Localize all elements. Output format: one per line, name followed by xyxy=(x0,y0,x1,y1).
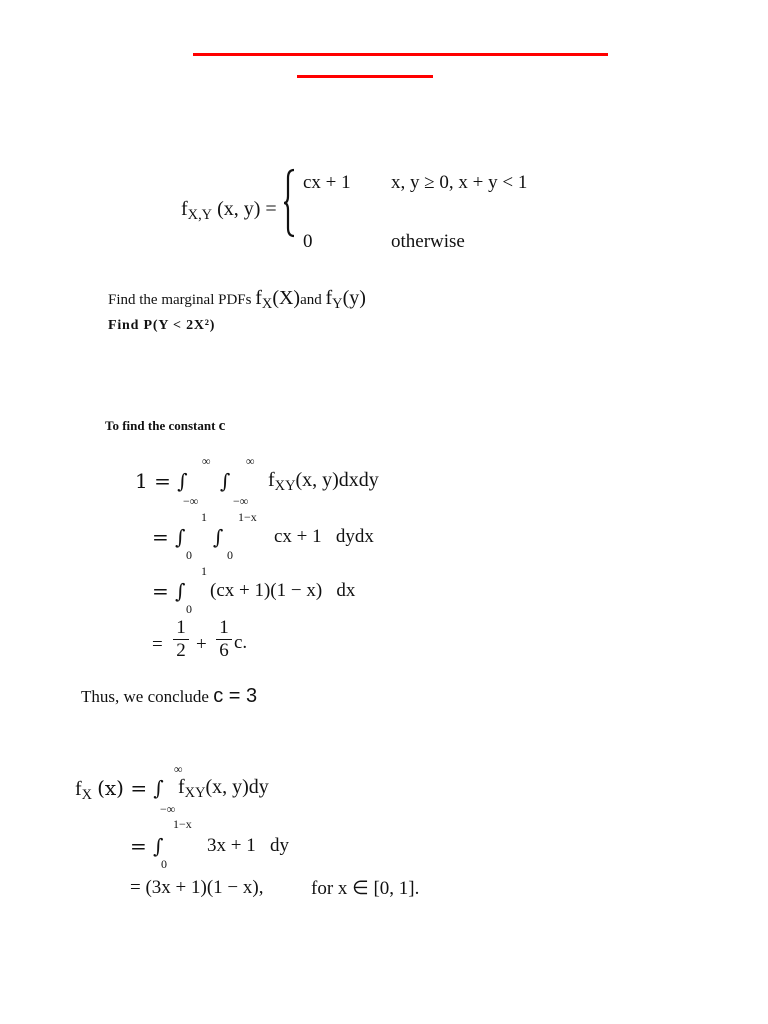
m-line2-tail: 3x + 1 dy xyxy=(207,835,289,856)
c-line1-sub: XY xyxy=(274,478,296,495)
header-redline-bottom xyxy=(297,75,433,78)
question-fx-arg: (X) xyxy=(272,287,301,309)
piecewise-case2-expr: 0 xyxy=(303,231,313,252)
question-fx-sub: X xyxy=(261,296,273,313)
piecewise-case1-expr: cx + 1 xyxy=(303,172,351,193)
conclusion-value: c = 3 xyxy=(213,685,258,707)
m-line1-arg: (x) = ∫ xyxy=(97,776,164,800)
m-line1-integrand-tail: (x, y)dy xyxy=(205,776,269,798)
header-redline-top xyxy=(193,53,608,56)
constant-heading-text: To find the constant xyxy=(105,418,216,433)
question-fy: f xyxy=(325,287,333,309)
c-line3-lower: 0 xyxy=(186,602,192,616)
m-line1-lower: −∞ xyxy=(160,802,176,816)
piecewise-lhs-sub: X,Y xyxy=(187,207,213,224)
c-line2-lhs: = ∫ xyxy=(152,525,186,549)
question-fy-sub: Y xyxy=(332,296,343,313)
c-line2-lower-outer: 0 xyxy=(186,548,192,562)
piecewise-lhs-args: (x, y) = xyxy=(217,198,277,220)
m-line3-cond: for x ∈ [0, 1]. xyxy=(311,878,420,899)
c-line4-frac2 xyxy=(216,618,232,661)
question-marginal xyxy=(108,287,366,313)
question-fx: f xyxy=(255,287,262,309)
c-line4-tail: c. xyxy=(234,632,248,653)
m-line1-integrand-f: f xyxy=(178,776,185,798)
piecewise-brace xyxy=(282,168,298,238)
c-line4-eq: = xyxy=(152,634,163,655)
constant-heading xyxy=(105,418,225,435)
conclusion-text: Thus, we conclude xyxy=(81,687,209,706)
c-line4-den2: 6 xyxy=(219,640,229,661)
m-line1-upper: ∞ xyxy=(174,762,183,776)
c-line4-frac1 xyxy=(173,618,189,661)
m-line1-integrand xyxy=(178,776,269,802)
c-line4-plus: + xyxy=(196,634,207,655)
c-line3-tail: (cx + 1)(1 − x) dx xyxy=(210,580,356,601)
c-line1-inner-integral: ∫ xyxy=(220,469,231,493)
piecewise-case1-cond: x, y ≥ 0, x + y < 1 xyxy=(391,172,528,193)
constant-heading-var: c xyxy=(218,418,226,434)
c-line1-lhs: 1 = ∫ xyxy=(135,469,188,493)
c-line2-upper-outer: 1 xyxy=(201,510,207,524)
m-line2-lhs: = ∫ xyxy=(130,834,164,858)
m-line2-upper: 1−x xyxy=(173,817,192,831)
c-line2-inner-integral: ∫ xyxy=(213,525,224,549)
m-line1-f: f xyxy=(75,778,82,800)
question-probability: Find P(Y < 2X²) xyxy=(108,318,216,333)
question-and: and xyxy=(300,292,322,308)
m-line2-lower: 0 xyxy=(161,857,167,871)
c-line4-num1: 1 xyxy=(176,617,186,638)
m-line3-text: = (3x + 1)(1 − x), xyxy=(130,877,264,898)
question-fy-arg: (y) xyxy=(342,287,366,309)
c-line2-tail: cx + 1 dydx xyxy=(274,526,374,547)
c-line1-tail: (x, y)dxdy xyxy=(295,469,379,491)
piecewise-lhs xyxy=(181,198,277,224)
c-line4-num2: 1 xyxy=(219,617,229,638)
c-line1-lower-inner: −∞ xyxy=(233,494,249,508)
c-line4-den1: 2 xyxy=(176,640,186,661)
m-line1-integrand-sub: XY xyxy=(184,785,206,802)
c-line2-upper-inner: 1−x xyxy=(238,510,257,524)
c-line2-lower-inner: 0 xyxy=(227,548,233,562)
c-line1-upper-inner: ∞ xyxy=(246,454,255,468)
c-line3-upper: 1 xyxy=(201,564,207,578)
conclusion xyxy=(81,685,257,708)
c-line1-upper-outer: ∞ xyxy=(202,454,211,468)
piecewise-case2-cond: otherwise xyxy=(391,231,465,252)
question-marginal-text: Find the marginal PDFs xyxy=(108,292,252,308)
piecewise-lhs-f: f xyxy=(181,198,188,220)
c-line1-f: f xyxy=(268,469,275,491)
c-line3-lhs: = ∫ xyxy=(152,579,186,603)
m-line1-lhs xyxy=(75,776,164,804)
c-line1-integrand xyxy=(268,469,379,495)
c-line1-lower-outer: −∞ xyxy=(183,494,199,508)
m-line1-sub: X xyxy=(81,787,93,804)
